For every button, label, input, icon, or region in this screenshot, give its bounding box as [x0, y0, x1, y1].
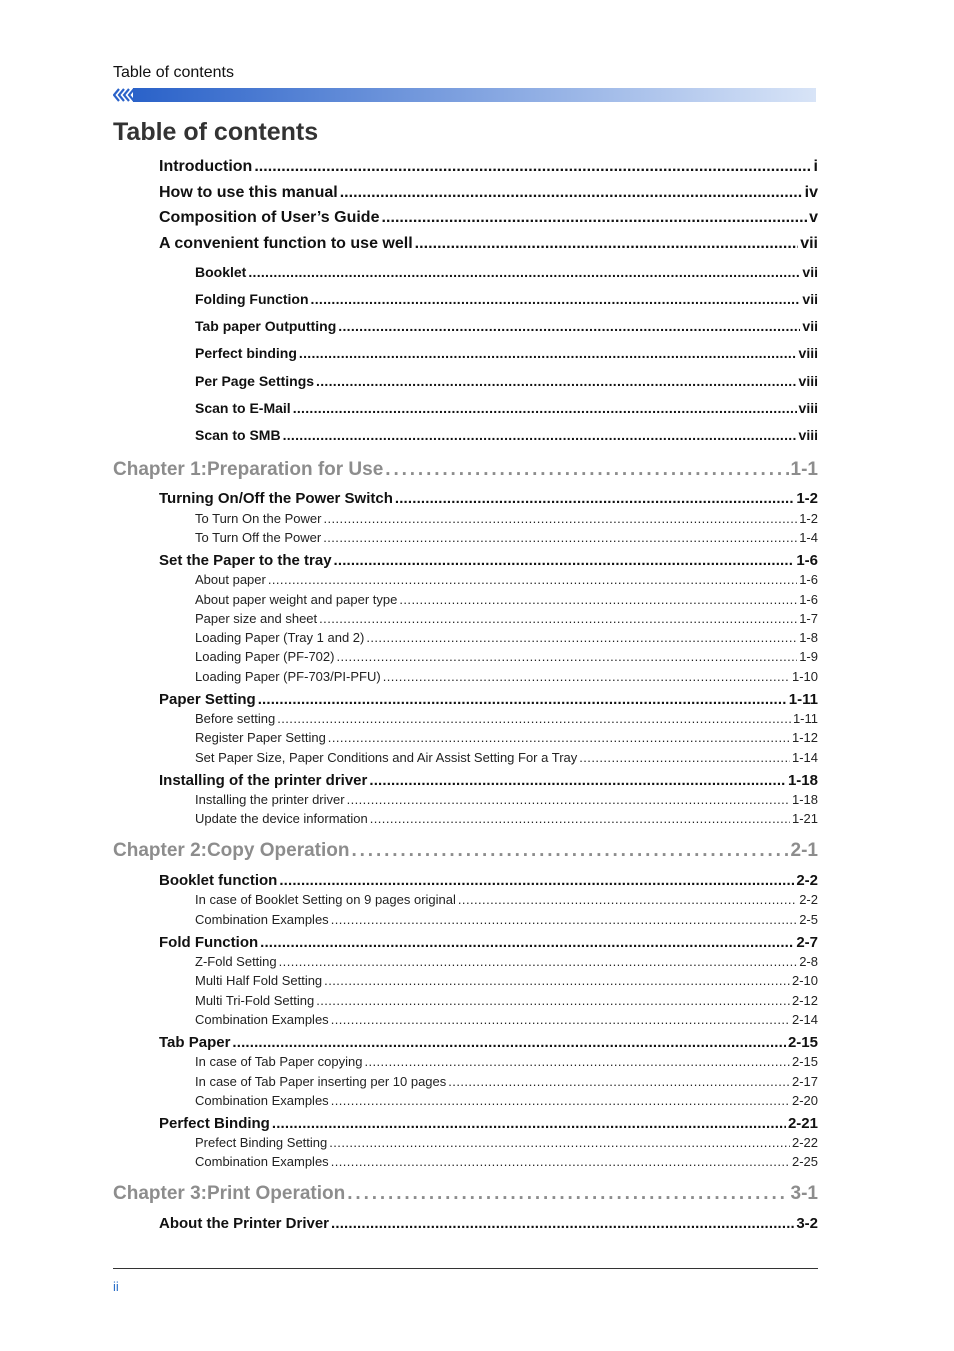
toc-section[interactable]	[159, 552, 818, 569]
toc-page: 1-11	[792, 711, 818, 726]
dot-leader	[385, 459, 788, 481]
toc-label: Introduction	[159, 158, 253, 175]
toc-page: viii	[798, 400, 818, 416]
toc-page: 2-15	[787, 1034, 818, 1051]
toc-label: Loading Paper (PF-703/PI-PFU)	[195, 669, 381, 684]
toc-section[interactable]	[159, 934, 818, 951]
toc-label: Prefect Binding Setting	[195, 1135, 328, 1150]
toc-section[interactable]	[159, 1115, 818, 1132]
toc-label: Composition of User’s Guide	[159, 209, 380, 226]
toc-entry[interactable]	[195, 1154, 818, 1169]
toc-page: 1-18	[791, 792, 818, 807]
toc-label: Chapter 1:Preparation for Use	[113, 459, 384, 480]
toc-label: Combination Examples	[195, 912, 329, 927]
toc-label: Paper size and sheet	[195, 611, 318, 626]
toc-page: i	[813, 158, 818, 175]
toc-entry[interactable]	[195, 750, 818, 765]
toc-page: 1-1	[790, 459, 818, 480]
toc-page: 1-6	[799, 572, 818, 587]
toc-label: Chapter 3:Print Operation	[113, 1183, 346, 1204]
toc-label: Installing the printer driver	[195, 792, 345, 807]
toc-page: 2-20	[791, 1093, 818, 1108]
toc-chapter-2[interactable]	[113, 840, 818, 862]
toc-page: 2-1	[790, 840, 818, 861]
dot-leader	[248, 264, 800, 280]
toc-page: 2-22	[791, 1135, 818, 1150]
toc-label: About the Printer Driver	[159, 1215, 330, 1232]
toc-page: 1-8	[799, 630, 818, 645]
header-gradient-bar	[113, 88, 816, 102]
toc-label: Installing of the printer driver	[159, 772, 368, 789]
dot-leader	[323, 511, 797, 526]
toc-front-item[interactable]	[159, 158, 818, 176]
toc-entry[interactable]	[195, 669, 818, 684]
dot-leader	[319, 611, 797, 626]
toc-sub-item[interactable]	[195, 318, 818, 334]
dot-leader	[347, 792, 790, 807]
toc-entry[interactable]	[195, 649, 818, 664]
toc-sub-item[interactable]	[195, 264, 818, 280]
toc-label: Multi Half Fold Setting	[195, 973, 323, 988]
toc-entry[interactable]	[195, 1074, 818, 1089]
toc-label: In case of Booklet Setting on 9 pages original	[195, 892, 456, 907]
dot-leader	[369, 772, 786, 789]
toc-label: Perfect binding	[195, 345, 297, 361]
dot-leader	[366, 630, 797, 645]
toc-entry[interactable]	[195, 811, 818, 826]
dot-leader	[283, 427, 797, 443]
toc-page: 2-14	[791, 1012, 818, 1027]
toc-entry[interactable]	[195, 730, 818, 745]
dot-leader	[279, 954, 798, 969]
toc-entry[interactable]	[195, 711, 818, 726]
toc-page: 1-6	[799, 592, 818, 607]
toc-page: 2-17	[791, 1074, 818, 1089]
toc-entry[interactable]	[195, 792, 818, 807]
toc-label: Fold Function	[159, 934, 259, 951]
toc-page: 2-25	[791, 1154, 818, 1169]
toc-label: Multi Tri-Fold Setting	[195, 993, 315, 1008]
dot-leader	[448, 1074, 790, 1089]
toc-entry[interactable]	[195, 954, 818, 969]
toc-chapter-3[interactable]	[113, 1183, 818, 1205]
dot-leader	[340, 184, 803, 202]
toc-front-item[interactable]	[159, 235, 818, 253]
toc-page: vii	[802, 291, 818, 307]
toc-page: 1-11	[788, 691, 818, 708]
toc-page: 2-2	[796, 872, 818, 889]
toc-page: 1-6	[796, 552, 818, 569]
toc-entry[interactable]	[195, 511, 818, 526]
toc-label: Booklet function	[159, 872, 278, 889]
toc-page: 2-8	[799, 954, 818, 969]
toc-page: v	[809, 209, 818, 226]
toc-page: 2-10	[791, 973, 818, 988]
toc-label: Set Paper Size, Paper Conditions and Air Assist Setting For a Tray	[195, 750, 578, 765]
dot-leader	[279, 872, 794, 889]
footer-page-number: ii	[113, 1279, 119, 1294]
header-bar-fill	[133, 88, 816, 102]
toc-page: viii	[798, 427, 818, 443]
toc-entry[interactable]	[195, 1135, 818, 1150]
toc-page: 2-5	[799, 912, 818, 927]
toc-label: Tab Paper	[159, 1034, 231, 1051]
header-bar-graphic	[113, 88, 816, 102]
toc-label: A convenient function to use well	[159, 235, 413, 252]
dot-leader	[232, 1034, 786, 1051]
toc-page: 2-7	[796, 934, 818, 951]
dot-leader	[395, 490, 794, 507]
toc-entry[interactable]	[195, 611, 818, 626]
toc-sub-item[interactable]	[195, 291, 818, 307]
toc-label: Register Paper Setting	[195, 730, 326, 745]
toc-label: Loading Paper (Tray 1 and 2)	[195, 630, 365, 645]
dot-leader	[364, 1054, 790, 1069]
dot-leader	[299, 345, 797, 361]
toc-label: To Turn Off the Power	[195, 530, 322, 545]
toc-page: 1-10	[791, 669, 818, 684]
toc-entry[interactable]	[195, 530, 818, 545]
dot-leader	[328, 730, 790, 745]
toc-entry[interactable]	[195, 572, 818, 587]
page-title: Table of contents	[113, 118, 319, 146]
toc-page: 1-12	[791, 730, 818, 745]
toc-section[interactable]	[159, 772, 818, 789]
toc-page: 1-7	[799, 611, 818, 626]
toc-entry[interactable]	[195, 592, 818, 607]
toc-label: In case of Tab Paper inserting per 10 pages	[195, 1074, 447, 1089]
dot-leader	[351, 840, 788, 862]
toc-page: 1-9	[799, 649, 818, 664]
toc-front-item[interactable]	[159, 184, 818, 202]
dot-leader	[383, 669, 790, 684]
dot-leader	[277, 711, 791, 726]
toc-entry[interactable]	[195, 1054, 818, 1069]
toc-label: Chapter 2:Copy Operation	[113, 840, 350, 861]
toc-page: 2-12	[791, 993, 818, 1008]
toc-sub-item[interactable]	[195, 373, 818, 389]
footer-divider	[113, 1268, 818, 1269]
toc-page: 1-18	[787, 772, 818, 789]
toc-entry[interactable]	[195, 973, 818, 988]
dot-leader	[579, 750, 790, 765]
toc-entry[interactable]	[195, 892, 818, 907]
toc-section[interactable]	[159, 1034, 818, 1051]
dot-leader	[331, 1154, 790, 1169]
toc-label: Paper Setting	[159, 691, 256, 708]
dot-leader	[324, 973, 790, 988]
toc-entry[interactable]	[195, 630, 818, 645]
toc-page: vii	[802, 264, 818, 280]
dot-leader	[381, 209, 807, 227]
toc-label: Before setting	[195, 711, 276, 726]
dot-leader	[415, 235, 799, 253]
toc-section[interactable]	[159, 490, 818, 507]
dot-leader	[260, 934, 794, 951]
toc-label: About paper weight and paper type	[195, 592, 398, 607]
toc-page: 1-14	[791, 750, 818, 765]
running-header: Table of contents	[113, 64, 234, 81]
dot-leader	[316, 373, 796, 389]
dot-leader	[329, 1135, 790, 1150]
toc-label: Perfect Binding	[159, 1115, 270, 1132]
toc-page: 2-2	[799, 892, 818, 907]
toc-page: 1-2	[799, 511, 818, 526]
toc-label: Scan to SMB	[195, 427, 281, 443]
toc-page: 1-2	[796, 490, 818, 507]
toc-section[interactable]	[159, 872, 818, 889]
toc-entry[interactable]	[195, 993, 818, 1008]
dot-leader	[323, 530, 797, 545]
dot-leader	[272, 1115, 786, 1132]
dot-leader	[331, 1012, 790, 1027]
toc-label: To Turn On the Power	[195, 511, 322, 526]
dot-leader	[334, 552, 795, 569]
toc-entry[interactable]	[195, 912, 818, 927]
toc-label: Combination Examples	[195, 1154, 329, 1169]
toc-label: Update the device information	[195, 811, 368, 826]
toc-entry[interactable]	[195, 1093, 818, 1108]
toc-page: 1-4	[799, 530, 818, 545]
toc-entry[interactable]	[195, 1012, 818, 1027]
toc-section[interactable]	[159, 1215, 818, 1232]
toc-page: 3-1	[790, 1183, 818, 1204]
toc-label: Tab paper Outputting	[195, 318, 337, 334]
dot-leader	[399, 592, 797, 607]
toc-label: Scan to E-Mail	[195, 400, 291, 416]
toc-sub-item[interactable]	[195, 400, 818, 416]
toc-page: 2-15	[791, 1054, 818, 1069]
dot-leader	[458, 892, 797, 907]
toc-label: Combination Examples	[195, 1093, 329, 1108]
toc-sub-item[interactable]	[195, 345, 818, 361]
dot-leader	[311, 291, 801, 307]
toc-label: In case of Tab Paper copying	[195, 1054, 363, 1069]
dot-leader	[331, 1215, 794, 1232]
toc-page: vii	[800, 235, 818, 252]
toc-label: Z-Fold Setting	[195, 954, 277, 969]
toc-page: 2-21	[787, 1115, 818, 1132]
toc-label: Turning On/Off the Power Switch	[159, 490, 393, 507]
toc-label: Folding Function	[195, 291, 309, 307]
dot-leader	[331, 912, 798, 927]
toc-section[interactable]	[159, 691, 818, 708]
chevrons-icon	[114, 89, 134, 101]
toc-page: vii	[802, 318, 818, 334]
toc-label: How to use this manual	[159, 184, 338, 201]
toc-page: viii	[798, 373, 818, 389]
toc-page: 3-2	[796, 1215, 818, 1232]
dot-leader	[347, 1183, 788, 1205]
toc-label: Booklet	[195, 264, 247, 280]
toc-label: Combination Examples	[195, 1012, 329, 1027]
toc-label: Per Page Settings	[195, 373, 315, 389]
toc-page: iv	[804, 184, 818, 201]
dot-leader	[336, 649, 797, 664]
toc-page: 1-21	[791, 811, 818, 826]
dot-leader	[316, 993, 790, 1008]
dot-leader	[293, 400, 797, 416]
dot-leader	[268, 572, 797, 587]
toc-page: viii	[798, 345, 818, 361]
toc-sub-item[interactable]	[195, 427, 818, 443]
dot-leader	[338, 318, 800, 334]
toc-label: About paper	[195, 572, 266, 587]
toc-front-item[interactable]	[159, 209, 818, 227]
toc-label: Loading Paper (PF-702)	[195, 649, 335, 664]
dot-leader	[258, 691, 787, 708]
dot-leader	[370, 811, 790, 826]
dot-leader	[331, 1093, 790, 1108]
toc-chapter-1[interactable]	[113, 459, 818, 481]
dot-leader	[254, 158, 811, 176]
toc-label: Set the Paper to the tray	[159, 552, 332, 569]
